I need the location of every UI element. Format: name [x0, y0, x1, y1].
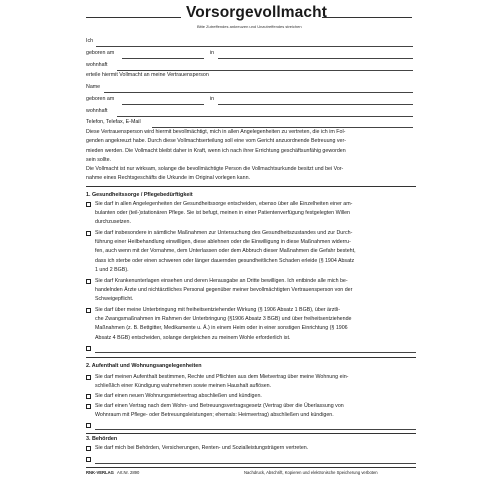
checkbox[interactable] [86, 404, 91, 409]
option-residence-care-contract[interactable] [86, 402, 416, 420]
option-health-general[interactable] [86, 200, 416, 228]
field-label: geboren am [86, 96, 115, 102]
intro-line: nahme eines Rechtsgeschäfts die Urkunde im Original vorlegen kann. [86, 175, 250, 182]
option-health-treatment[interactable] [86, 229, 416, 275]
option-authorities-represent[interactable] [86, 444, 416, 453]
field-label: in [210, 96, 215, 102]
field-label: Telefon, Telefax, E-Mail [86, 119, 141, 125]
option-text: 1 und 2 BGB). [95, 266, 129, 273]
section-divider [86, 357, 416, 358]
option-authorities-custom[interactable] [86, 455, 416, 465]
section-heading-health: 1. Gesundheitssorge / Pflegebedürftigkeit [86, 192, 193, 198]
option-text: Maßnahmen (z. B. Bettgitter, Medikamente u. Ä.) in einem Heim oder in einer sonstigen Einrichtung (§ 1906 [95, 325, 348, 332]
option-text: Sie darf mich bei Behörden, Versicherungen, Renten- und Sozialleistungsträgern vertreten. [95, 445, 309, 451]
checkbox[interactable] [86, 375, 91, 380]
intro-line: mieden werden. Die Vollmacht bleibt daher in Kraft, wenn ich nach ihrer Errichtung geschäftsunfähig geworden [86, 147, 346, 154]
checkbox[interactable] [86, 231, 91, 236]
footer-rule [86, 467, 416, 468]
field-line[interactable] [104, 92, 413, 93]
field-trustee-wohnhaft[interactable] [86, 108, 413, 118]
option-text: che Zwangsmaßnahmen im Rahmen der Unterbringung (§1906 Absatz 3 BGB) und über freiheitsentziehende [95, 316, 352, 323]
option-text: durchzusetzen. [95, 219, 131, 226]
checkbox[interactable] [86, 346, 91, 351]
custom-entry-line[interactable] [95, 463, 416, 464]
option-text: schließlich einer Kündigung wahrnehmen sowie meinen Haushalt auflösen. [95, 383, 272, 390]
intro-line: Die Vollmacht ist nur wirksam, solange die bevollmächtigte Person die Vollmachtsurkunde besitzt und bei Vor- [86, 166, 344, 173]
intro-line: sein sollte. [86, 156, 112, 163]
field-label: in [210, 50, 215, 56]
option-health-records[interactable] [86, 277, 416, 305]
title-rule-left [86, 17, 181, 18]
option-text: fen, auch wenn mit der Vornahme, dem Unterlassen oder dem Abbruch dieser Maßnahmen die Gefahr besteht, [95, 248, 356, 255]
custom-entry-line[interactable] [95, 352, 416, 353]
field-label: Ich [86, 38, 94, 44]
option-text: Schweigepflicht. [95, 296, 134, 303]
option-text: handelnden Ärzte und nichtärztliches Personal gegenüber meiner bevollmächtigten Vertrauensperson von der [95, 287, 353, 294]
option-health-custom[interactable] [86, 344, 416, 354]
checkbox[interactable] [86, 394, 91, 399]
section-heading-authorities: 3. Behörden [86, 436, 118, 442]
intro-paragraph [86, 128, 416, 184]
field-label: wohnhaft [86, 62, 108, 68]
field-geboren-am[interactable] [86, 50, 413, 60]
field-line[interactable] [122, 104, 204, 105]
field-ich[interactable] [86, 38, 413, 48]
title-rule-right [322, 17, 412, 18]
intro-line: Diese Vertrauensperson wird hiermit bevollmächtigt, mich in allen Angelegenheiten zu vertreten, die ich im Fol- [86, 129, 346, 135]
option-text: führung einer Heilbehandlung einwilligen, diese ablehnen oder die Einwilligung in diese Maßnahmen widerru- [95, 239, 351, 246]
field-line[interactable] [96, 46, 413, 47]
section-divider [86, 186, 416, 187]
option-text: Sie darf einen neuen Wohnungsmietvertrag abschließen und kündigen. [95, 393, 262, 399]
option-text: dass ich sterbe oder einen schweren oder länger dauernden gesundheitlichen Schaden erleide (§ 1904 Absatz [95, 257, 355, 264]
field-line[interactable] [117, 70, 413, 71]
field-name[interactable] [86, 84, 413, 94]
footer-article: Art.Nr. 2890 [117, 470, 140, 475]
footer-publisher: RNK-VERLAG [86, 470, 114, 475]
field-label: wohnhaft [86, 108, 108, 114]
option-text: Sie darf Krankenunterlagen einsehen und deren Herausgabe an Dritte bewilligen. Ich entbinde alle mich be- [95, 278, 348, 284]
field-line[interactable] [218, 58, 413, 59]
checkbox[interactable] [86, 423, 91, 428]
intro-line: genden angekreuzt habe. Durch diese Vollmachtserteilung soll eine vom Gericht anzuordnende Betreuung ver- [86, 138, 346, 145]
appoint-text: erteile hiermit Vollmacht an meine Vertrauensperson [86, 72, 209, 78]
page-title: Vorsorgevollmacht [186, 4, 327, 21]
option-health-placement[interactable] [86, 306, 416, 343]
option-text: Sie darf einen Vertrag nach dem Wohn- und Betreuungsvertragsgesetz (Vertrag über die Überlassung von [95, 403, 344, 409]
option-residence-lease[interactable] [86, 392, 416, 401]
option-text: Sie darf insbesondere in sämtliche Maßnahmen zur Untersuchung des Gesundheitszustandes und zur Durch- [95, 230, 353, 236]
section-divider [86, 433, 416, 434]
checkbox[interactable] [86, 279, 91, 284]
footer-notice: Nachdruck, Abschrift, Kopieren und elektronische Speicherung verboten [244, 470, 378, 475]
option-text: bulanten oder (teil-)stationären Pflege. Sie ist befugt, meinen in einer Patientenverfügung festgelegten Willen [95, 210, 350, 217]
field-wohnhaft[interactable] [86, 62, 413, 72]
checkbox[interactable] [86, 446, 91, 451]
option-text: Wohnraum mit Pflege- oder Betreuungsleistungen; ehemals: Heimvertrag) abschließen und kündigen. [95, 412, 334, 419]
checkbox[interactable] [86, 457, 91, 462]
field-label: Name [86, 84, 101, 90]
field-line[interactable] [218, 104, 413, 105]
option-text: Absatz 4 BGB) entscheiden, solange dergleichen zu meinem Wohle erforderlich ist. [95, 334, 291, 341]
field-trustee-geboren-am[interactable] [86, 96, 413, 106]
field-line[interactable] [117, 116, 413, 117]
section-heading-residence: 2. Aufenthalt und Wohnungsangelegenheiten [86, 363, 202, 369]
option-residence-custom[interactable] [86, 421, 416, 431]
field-line[interactable] [122, 58, 204, 59]
checkbox[interactable] [86, 202, 91, 207]
checkbox[interactable] [86, 308, 91, 313]
field-label: geboren am [86, 50, 115, 56]
option-text: Sie darf über meine Unterbringung mit freiheitsentziehender Wirkung (§ 1906 Absatz 1 BGB), über ärztli- [95, 307, 340, 313]
option-residence-determine[interactable] [86, 373, 416, 391]
custom-entry-line[interactable] [95, 429, 416, 430]
option-text: Sie darf in allen Angelegenheiten der Gesundheitssorge entscheiden, ebenso über alle Einzelheiten einer am- [95, 201, 353, 207]
title-row [86, 3, 412, 21]
option-text: Sie darf meinen Aufenthalt bestimmen, Rechte und Pflichten aus dem Mietvertrag über meine Wohnung ein- [95, 374, 349, 380]
page-subtitle: Bitte Zutreffendes ankreuzen und Unzutreffendes streichen [197, 24, 302, 29]
